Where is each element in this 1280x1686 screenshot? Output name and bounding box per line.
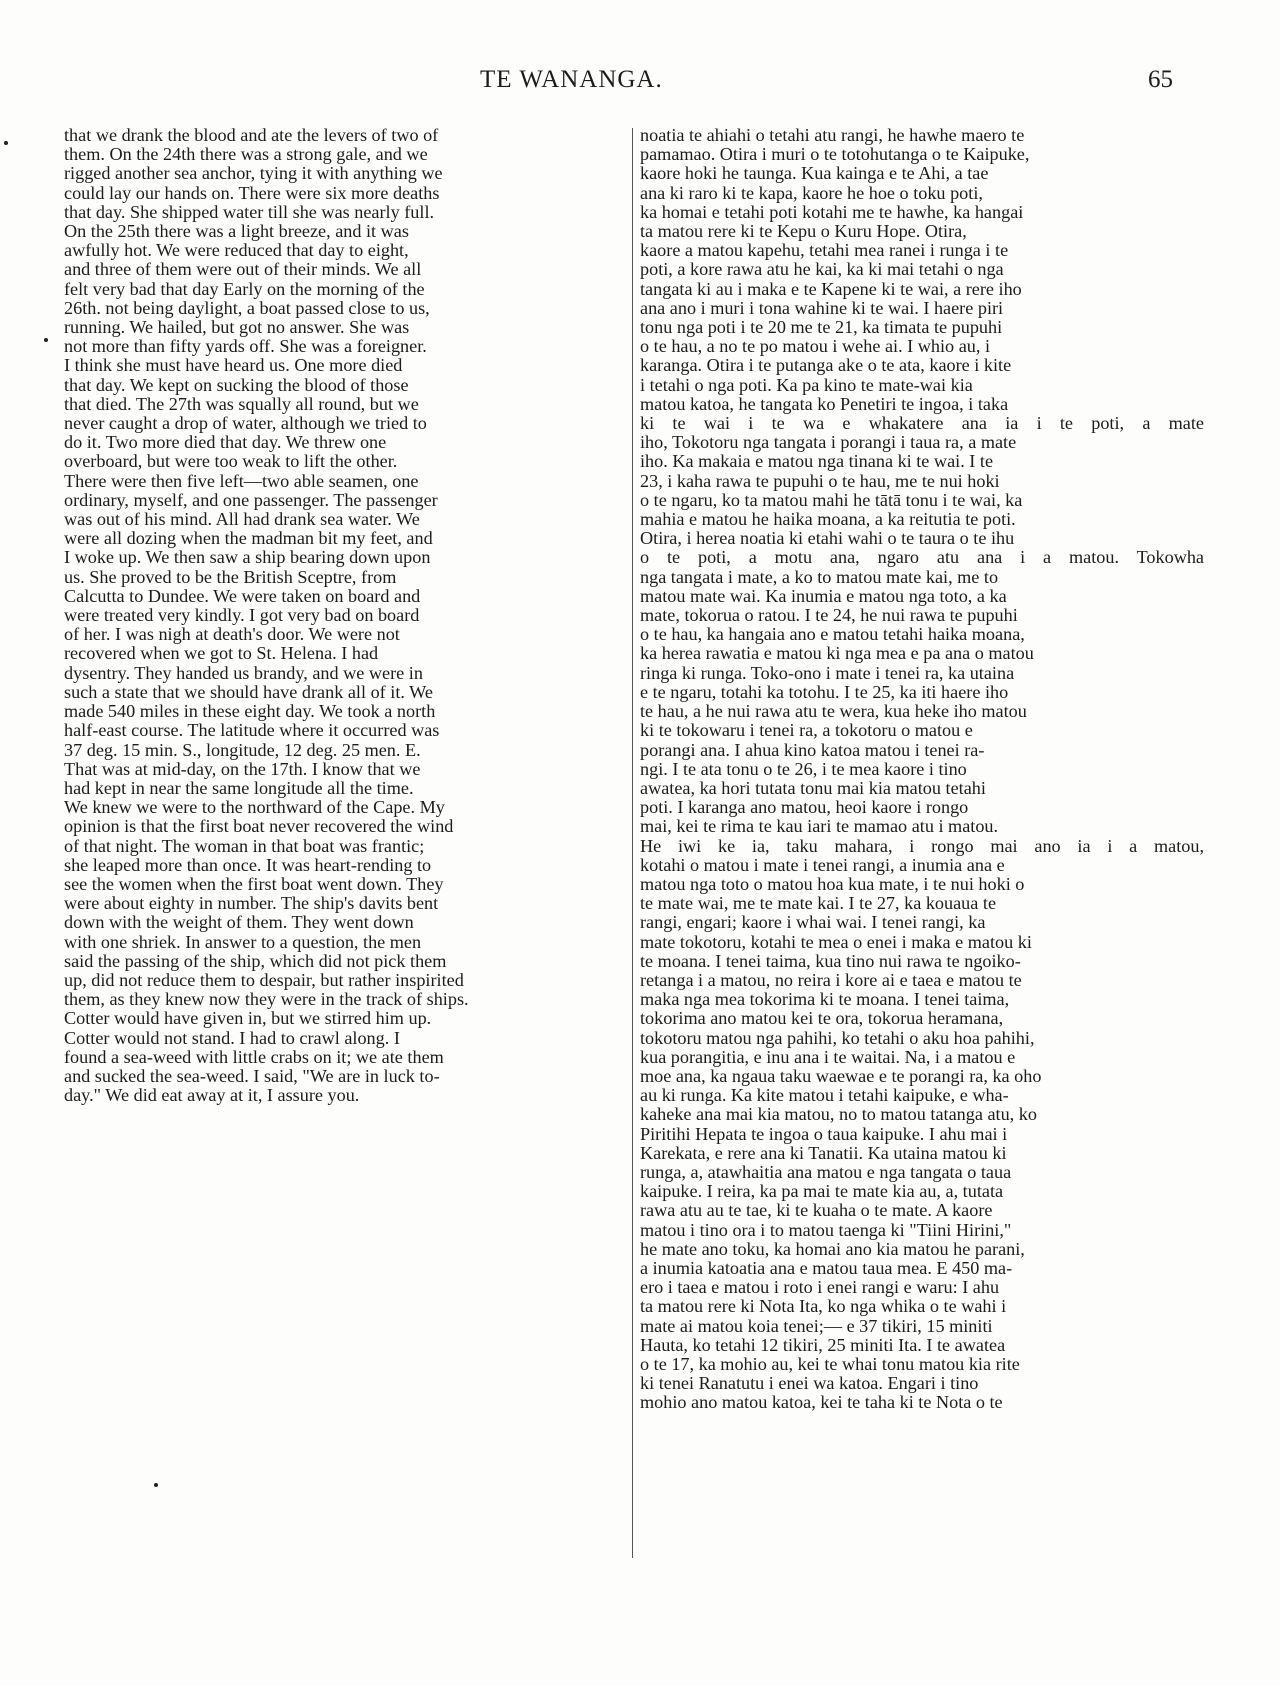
text-line: were all dozing when the madman bit my feet, and: [64, 529, 433, 549]
margin-mark: [154, 1483, 158, 1487]
text-line: ki te tokowaru i tenei ra, a tokotoru o matou e: [640, 721, 973, 741]
text-line: He iwi ke ia, taku mahara, i rongo mai ano ia i a matou,: [640, 836, 1204, 856]
text-line: There were then five left—two able seamen, one: [64, 471, 419, 491]
text-line: retanga i a matou, no reira i kore ai e taea e matou te: [640, 970, 1022, 990]
text-line: half-east course. The latitude where it occurred was: [64, 721, 440, 741]
text-line: poti. I karanga ano matou, heoi kaore i rongo: [640, 798, 969, 818]
text-line: noatia te ahiahi o tetahi atu rangi, he hawhe maero te: [640, 126, 1025, 145]
text-line: moe ana, ka ngaua taku waewae e te porangi ra, ka oho: [640, 1066, 1042, 1086]
text-line: runga, a, atawhaitia ana matou e nga tangata o taua: [640, 1162, 1012, 1182]
text-line: te hau, a he nui rawa atu te wera, kua heke iho matou: [640, 702, 1027, 722]
text-line: mahia e matou he haika moana, a ka reitutia te poti.: [640, 510, 1016, 530]
text-line: found a sea-weed with little crabs on it; we ate them: [64, 1047, 444, 1067]
text-line: Cotter would not stand. I had to crawl along. I: [64, 1028, 400, 1048]
text-line: mate, tokorua o ratou. I te 24, he nui rawa te pupuhi: [640, 606, 1018, 626]
text-line: kaore a matou kapehu, tetahi mea ranei i runga i te: [640, 241, 1009, 261]
text-line: such a state that we should have drank all of it. We: [64, 682, 433, 702]
text-line: them. On the 24th there was a strong gale, and we: [64, 145, 428, 165]
text-line: matou katoa, he tangata ko Penetiri te ingoa, i taka: [640, 394, 1009, 414]
text-line: ta matou rere ki Nota Ita, ko nga whika o te wahi i: [640, 1297, 1007, 1317]
text-line: matou nga toto o matou hoa kua mate, i te nui hoki o: [640, 874, 1025, 894]
text-line: overboard, but were too weak to lift the other.: [64, 452, 398, 472]
text-line: them, as they knew now they were in the track of ships.: [64, 990, 469, 1010]
text-line: poti, a kore rawa atu he kai, ka ki mai tetahi o nga: [640, 260, 1004, 280]
text-line: was out of his mind. All had drank sea water. We: [64, 510, 420, 530]
margin-mark: [44, 338, 48, 342]
text-line: made 540 miles in these eight day. We took a north: [64, 702, 436, 722]
text-line: That was at mid-day, on the 17th. I know that we: [64, 759, 421, 779]
text-line: nga tangata i mate, a ko to matou mate kai, me to: [640, 567, 999, 587]
text-line: Calcutta to Dundee. We were taken on board and: [64, 586, 421, 606]
text-line: Karekata, e rere ana ki Tanatii. Ka utaina matou ki: [640, 1143, 1007, 1163]
text-line: ka homai e tetahi poti kotahi me te hawhe, ka hangai: [640, 202, 1024, 222]
text-line: ringa ki runga. Toko-ono i mate i tenei ra, ka utaina: [640, 663, 1015, 683]
text-line: e te ngaru, totahi ka totohu. I te 25, ka iti haere iho: [640, 682, 1009, 702]
text-line: kaipuke. I reira, ka pa mai te mate kia au, a, tutata: [640, 1182, 1004, 1202]
text-line: ana ano i muri i tona wahine ki te wai. I haere piri: [640, 298, 1004, 318]
text-line: and three of them were out of their minds. We all: [64, 260, 422, 280]
text-line: 37 deg. 15 min. S., longitude, 12 deg. 25 men. E.: [64, 740, 421, 760]
text-line: o te hau, ka hangaia ano e matou tetahi haika moana,: [640, 625, 1025, 645]
text-line: We knew we were to the northward of the Cape. My: [64, 798, 445, 818]
text-line: o te hau, a no te po matou i wehe ai. I whio au, i: [640, 337, 991, 357]
text-line: Cotter would have given in, but we stirred him up.: [64, 1009, 432, 1029]
text-line: Otira, i herea noatia ki etahi wahi o te taura o te ihu: [640, 529, 1015, 549]
text-line: said the passing of the ship, which did not pick them: [64, 951, 447, 971]
text-line: pamamao. Otira i muri o te totohutanga o te Kaipuke,: [640, 145, 1030, 165]
text-line: down with the weight of them. They went down: [64, 913, 414, 933]
text-line: iho. Ka makaia e matou nga tinana ki te wai. I te: [640, 452, 994, 472]
text-line: were about eighty in number. The ship's davits bent: [64, 894, 439, 914]
text-line: kotahi o matou i mate i tenei rangi, a inumia ana e: [640, 855, 1005, 875]
text-line: maka nga mea tokorima ki te moana. I tenei taima,: [640, 990, 1010, 1010]
text-line: us. She proved to be the British Sceptre, from: [64, 567, 397, 587]
text-line: mate tokotoru, kotahi te mea o enei i maka e matou ki: [640, 932, 1032, 952]
text-line: On the 25th there was a light breeze, and it was: [64, 222, 409, 242]
text-line: recovered when we got to St. Helena. I had: [64, 644, 379, 664]
text-line: with one shriek. In answer to a question, the men: [64, 932, 422, 952]
text-line: Hauta, ko tetahi 12 tikiri, 25 miniti Ita. I te awatea: [640, 1335, 1006, 1355]
text-line: a inumia katoatia ana e matou taua mea. E 450 ma-: [640, 1258, 1013, 1278]
page-number: 65: [1148, 66, 1173, 93]
text-line: that day. She shipped water till she was nearly full.: [64, 202, 435, 222]
text-line: matou mate wai. Ka inumia e matou nga toto, a ka: [640, 586, 1007, 606]
text-line: of her. I was nigh at death's door. We were not: [64, 625, 400, 645]
column-divider: [632, 128, 633, 1558]
text-line: could lay our hands on. There were six more deaths: [64, 183, 440, 203]
text-line: 23, i kaha rawa te pupuhi o te hau, me te nui hoki: [640, 471, 1000, 491]
text-line: tangata ki au i maka e te Kapene ki te wai, a rere iho: [640, 279, 1022, 299]
text-line: rangi, engari; kaore i whai wai. I tenei rangi, ka: [640, 913, 986, 933]
text-line: o te ngaru, ko ta matou mahi he tātā tonu i te wai, ka: [640, 490, 1023, 510]
text-line: do it. Two more died that day. We threw one: [64, 433, 387, 453]
text-line: ka herea rawatia e matou ki nga mea e pa ana o matou: [640, 644, 1034, 664]
text-line: that day. We kept on sucking the blood of those: [64, 375, 409, 395]
text-line: day." We did eat away at it, I assure you.: [64, 1086, 360, 1106]
text-line: never caught a drop of water, although we tried to: [64, 414, 427, 434]
text-line: ordinary, myself, and one passenger. The passenger: [64, 490, 438, 510]
text-line: o te 17, ka mohio au, kei te whai tonu matou kia rite: [640, 1355, 1020, 1374]
text-line: Piritihi Hepata te ingoa o taua kaipuke. I ahu mai i: [640, 1124, 1008, 1144]
text-line: te moana. I tenei taima, kua tino nui rawa te ngoiko-: [640, 951, 1021, 971]
text-line: and sucked the sea-weed. I said, "We are in luck to-: [64, 1066, 440, 1086]
text-line: running. We hailed, but got no answer. She was: [64, 318, 410, 338]
text-line: kaore hoki he taunga. Kua kainga e te Ahi, a tae: [640, 164, 989, 184]
margin-mark: [4, 141, 8, 145]
text-line: o te poti, a motu ana, ngaro atu ana i a matou. Tokowha: [640, 548, 1204, 568]
text-line: porangi ana. I ahua kino katoa matou i tenei ra-: [640, 740, 985, 760]
text-line: tokorima ano matou kei te ora, tokorua heramana,: [640, 1009, 1004, 1029]
text-line: I woke up. We then saw a ship bearing down upon: [64, 548, 431, 568]
text-line: mai, kei te rima te kau iari te mamao atu i matou.: [640, 817, 999, 837]
text-line: ngi. I te ata tonu o te 26, i te mea kaore i tino: [640, 759, 967, 779]
text-line: kua porangitia, e inu ana i te waitai. Na, i a matou e: [640, 1047, 1016, 1067]
text-line: mohio ano matou katoa, kei te taha ki te Nota o te: [640, 1393, 1003, 1413]
text-line: ki tenei Ranatutu i enei wa katoa. Engari i tino: [640, 1374, 979, 1394]
text-line: au ki runga. Ka kite matou i tetahi kaipuke, e wha-: [640, 1086, 1009, 1106]
english-column: [64, 126, 624, 1105]
text-line: awfully hot. We were reduced that day to eight,: [64, 241, 409, 261]
text-line: kaheke ana mai kia matou, no to matou tatanga atu, ko: [640, 1105, 1037, 1125]
text-line: opinion is that the first boat never recovered the wind: [64, 817, 454, 837]
text-line: of that night. The woman in that boat was frantic;: [64, 836, 425, 856]
text-line: she leaped more than once. It was heart-rending to: [64, 855, 432, 875]
text-line: dysentry. They handed us brandy, and we were in: [64, 663, 423, 683]
text-line: rigged another sea anchor, tying it with anything we: [64, 164, 443, 184]
text-line: i tetahi o nga poti. Ka pa kino te mate-wai kia: [640, 375, 973, 395]
text-line: ta matou rere ki te Kepu o Kuru Hope. Otira,: [640, 222, 967, 242]
text-line: tonu nga poti i te 20 me te 21, ka timata te pupuhi: [640, 318, 1003, 338]
text-line: ki te wai i te wa e whakatere ana ia i te poti, a mate: [640, 414, 1204, 434]
text-line: he mate ano toku, ka homai ano kia matou he parani,: [640, 1239, 1025, 1259]
text-line: karanga. Otira i te putanga ake o te ata, kaore i kite: [640, 356, 1012, 376]
text-line: mate ai matou koia tenei;— e 37 tikiri, 15 miniti: [640, 1316, 993, 1336]
text-line: matou i tino ora i to matou taenga ki "Tiini Hirini,": [640, 1220, 1012, 1240]
text-line: ero i taea e matou i roto i enei rangi e waru: I ahu: [640, 1278, 1000, 1298]
text-line: ana ki raro ki te kapa, kaore he hoe o toku poti,: [640, 183, 983, 203]
running-title: TE WANANGA.: [480, 66, 663, 93]
text-line: were treated very kindly. I got very bad on board: [64, 606, 420, 626]
text-line: not more than fifty yards off. She was a foreigner.: [64, 337, 427, 357]
text-line: had kept in near the same longitude all the time.: [64, 778, 414, 798]
text-line: see the women when the first boat went down. They: [64, 874, 444, 894]
text-line: that died. The 27th was squally all round, but we: [64, 394, 419, 414]
text-line: awatea, ka hori tutata tonu mai kia matou tetahi: [640, 778, 986, 798]
text-line: up, did not reduce them to despair, but rather inspirited: [64, 970, 464, 990]
maori-column: [640, 126, 1205, 1413]
text-line: tokotoru matou nga pahihi, ko tetahi o aku hoa pahihi,: [640, 1028, 1035, 1048]
text-line: that we drank the blood and ate the levers of two of: [64, 126, 439, 145]
text-line: te mate wai, me te mate kai. I te 27, ka kouaua te: [640, 894, 997, 914]
text-line: rawa atu au te tae, ki te kuaha o te mate. A kaore: [640, 1201, 993, 1221]
text-line: iho, Tokotoru nga tangata i porangi i taua ra, a mate: [640, 433, 1017, 453]
text-line: felt very bad that day Early on the morning of the: [64, 279, 425, 299]
text-line: I think she must have heard us. One more died: [64, 356, 403, 376]
text-line: 26th. not being daylight, a boat passed close to us,: [64, 298, 430, 318]
